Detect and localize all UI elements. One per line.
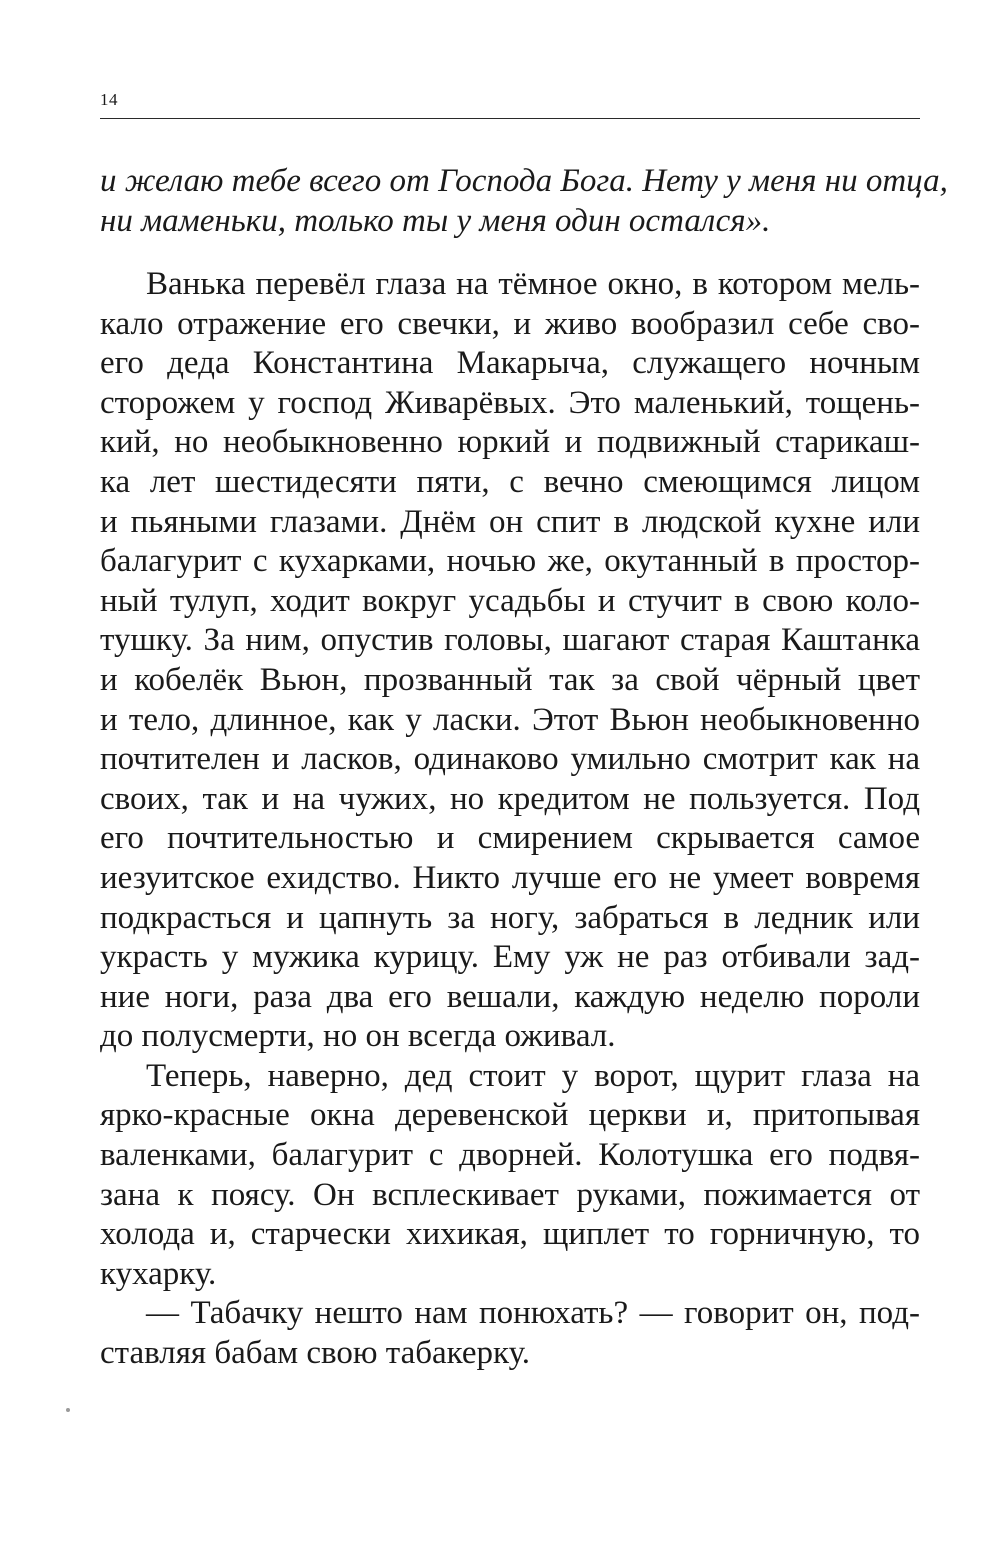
- text-line: почтителен и ласков, одинаково умильно смотрит как на: [100, 741, 920, 778]
- text-line: и желаю тебе всего от Господа Бога. Нету у меня ни отца,: [100, 163, 948, 199]
- text-line: ка лет шестидесяти пяти, с вечно смеющимся лицом: [100, 463, 920, 500]
- text-line: кий, но необыкновенно юркий и подвижный старикаш-: [100, 424, 920, 461]
- text-line: ярко-красные окна деревенской церкви и, притопывая: [100, 1097, 920, 1134]
- text-line: — Табачку нешто нам понюхать? — говорит он, под-: [146, 1295, 920, 1332]
- text-line: балагурит с кухарками, ночью же, окутанный в простор-: [100, 543, 920, 580]
- text-line: своих, так и на чужих, но кредитом не пользуется. Под: [100, 780, 920, 817]
- text-line: подкрасться и цапнуть за ногу, забраться в ледник или: [100, 899, 920, 936]
- text-line: и тело, длинное, как у ласки. Этот Вьюн необыкновенно: [100, 701, 920, 738]
- text-line: до полусмерти, но он всегда оживал.: [100, 1018, 616, 1055]
- text-line: тушку. За ним, опустив головы, шагают старая Каштанка: [100, 622, 920, 659]
- text-line: его почтительностью и смирением скрывается самое: [100, 820, 920, 857]
- text-line: украсть у мужика курицу. Ему уж не раз отбивали зад-: [100, 939, 920, 976]
- paper-speck: [66, 1408, 70, 1412]
- text-line: валенками, балагурит с дворней. Колотушка его подвя-: [100, 1137, 920, 1174]
- text-line: и пьяными глазами. Днём он спит в людской кухне или: [100, 503, 920, 540]
- page-number: 14: [100, 90, 118, 109]
- paragraph-2: [100, 1057, 920, 1295]
- text-line: иезуитское ехидство. Никто лучше его не умеет вовремя: [100, 859, 920, 896]
- text-line: кало отражение его свечки, и живо вообразил себе сво-: [100, 305, 920, 342]
- text-line: ный тулуп, ходит вокруг усадьбы и стучит в свою коло-: [100, 582, 920, 619]
- header-divider: [100, 118, 920, 119]
- paragraph-1: [100, 265, 920, 1057]
- text-line: ние ноги, раза два его вешали, каждую неделю пороли: [100, 978, 920, 1015]
- text-line: Теперь, наверно, дед стоит у ворот, щурит глаза на: [146, 1057, 920, 1094]
- body-text: [100, 265, 920, 1374]
- text-line: сторожем у господ Живарёвых. Это маленький, тощень-: [100, 384, 920, 421]
- text-line: зана к поясу. Он всплескивает руками, пожимается от: [100, 1176, 920, 1213]
- text-line: Ванька перевёл глаза на тёмное окно, в котором мель-: [146, 266, 920, 302]
- text-line: его деда Константина Макарыча, служащего ночным: [100, 345, 920, 382]
- text-line: ставляя бабам свою табакерку.: [100, 1335, 531, 1372]
- text-line: холода и, старчески хихикая, щиплет то горничную, то: [100, 1216, 920, 1253]
- letter-continuation: [100, 162, 948, 241]
- paragraph-3: [100, 1294, 920, 1373]
- text-line: и кобелёк Вьюн, прозванный так за свой чёрный цвет: [100, 661, 920, 698]
- text-line: кухарку.: [100, 1255, 217, 1292]
- text-line: ни маменьки, только ты у меня один остался».: [100, 202, 771, 239]
